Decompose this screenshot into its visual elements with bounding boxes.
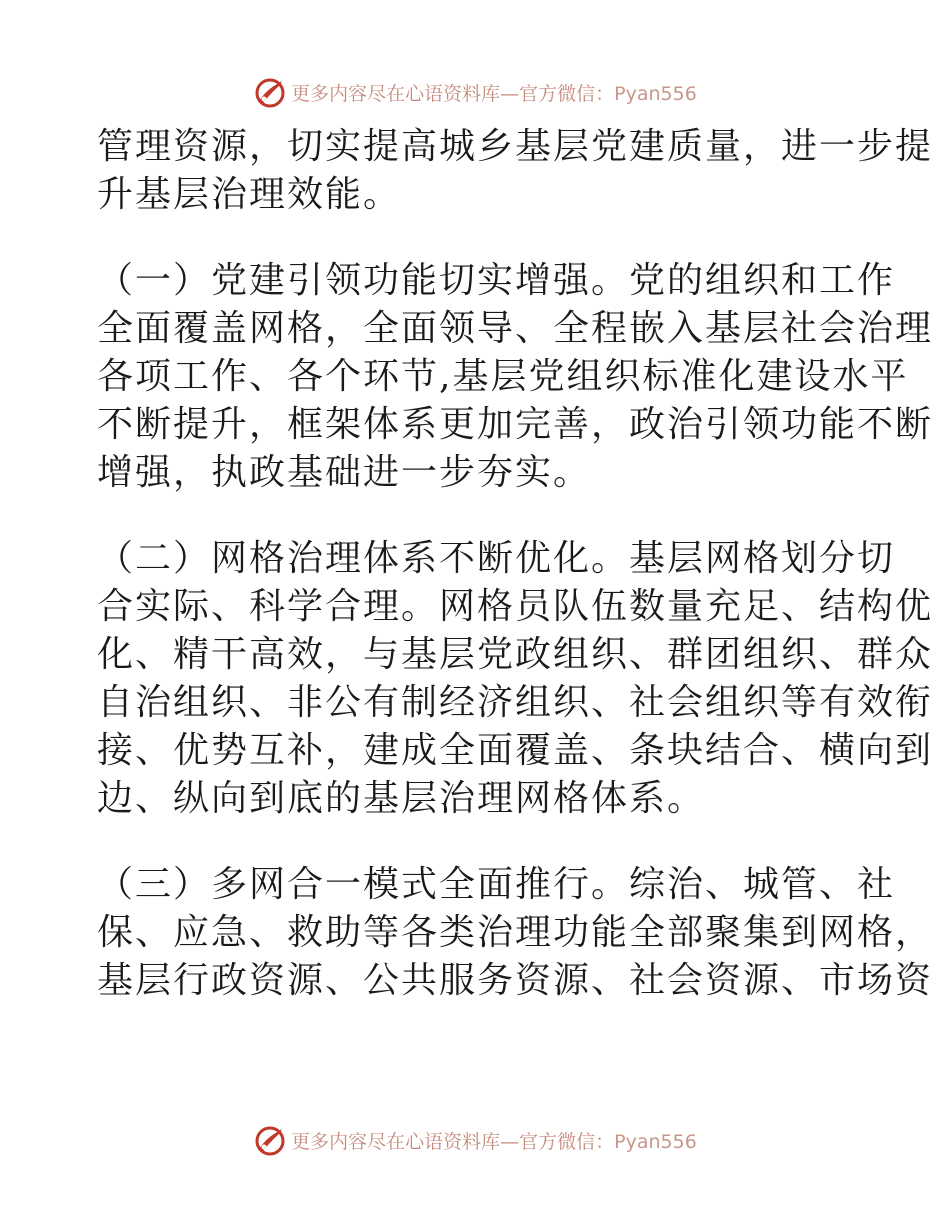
watermark-text: 更多内容尽在心语资料库—官方微信：Pyan556 bbox=[291, 82, 697, 105]
brush-logo-icon bbox=[253, 75, 287, 109]
watermark-text: 更多内容尽在心语资料库—官方微信：Pyan556 bbox=[291, 1130, 697, 1153]
watermark-contact: Pyan556 bbox=[614, 1130, 697, 1153]
text-line: 管理资源，切实提高城乡基层党建质量，进一步提 bbox=[97, 126, 934, 167]
text-line: 升基层治理效能。 bbox=[97, 174, 402, 215]
text-line: 自治组织、非公有制经济组织、社会组织等有效衔 bbox=[97, 682, 934, 723]
paragraph bbox=[97, 257, 934, 497]
text-line: 基层行政资源、公共服务资源、社会资源、市场资 bbox=[97, 960, 934, 1001]
paragraph bbox=[97, 861, 934, 1005]
brush-logo-icon bbox=[253, 1123, 287, 1157]
text-line: （二）网格治理体系不断优化。基层网格划分切 bbox=[97, 538, 896, 579]
text-line: 边、纵向到底的基层治理网格体系。 bbox=[97, 778, 706, 819]
watermark-contact: Pyan556 bbox=[614, 82, 697, 105]
text-line: 增强，执政基础进一步夯实。 bbox=[97, 452, 592, 493]
paragraph bbox=[97, 123, 934, 219]
paragraph bbox=[97, 535, 934, 823]
watermark-bottom bbox=[0, 1120, 950, 1160]
text-line: 不断提升，框架体系更加完善，政治引领功能不断 bbox=[97, 404, 934, 445]
text-line: （一）党建引领功能切实增强。党的组织和工作 bbox=[97, 260, 896, 301]
text-line: 全面覆盖网格，全面领导、全程嵌入基层社会治理 bbox=[97, 308, 934, 349]
text-line: 保、应急、救助等各类治理功能全部聚集到网格， bbox=[97, 912, 934, 953]
text-line: （三）多网合一模式全面推行。综治、城管、社 bbox=[97, 864, 896, 905]
text-line: 合实际、科学合理。网格员队伍数量充足、结构优 bbox=[97, 586, 934, 627]
text-line: 各项工作、各个环节,基层党组织标准化建设水平 bbox=[97, 356, 909, 397]
text-line: 接、优势互补，建成全面覆盖、条块结合、横向到 bbox=[97, 730, 934, 771]
document-body bbox=[97, 123, 934, 1005]
text-line: 化、精干高效，与基层党政组织、群团组织、群众 bbox=[97, 634, 934, 675]
watermark-top bbox=[0, 72, 950, 112]
